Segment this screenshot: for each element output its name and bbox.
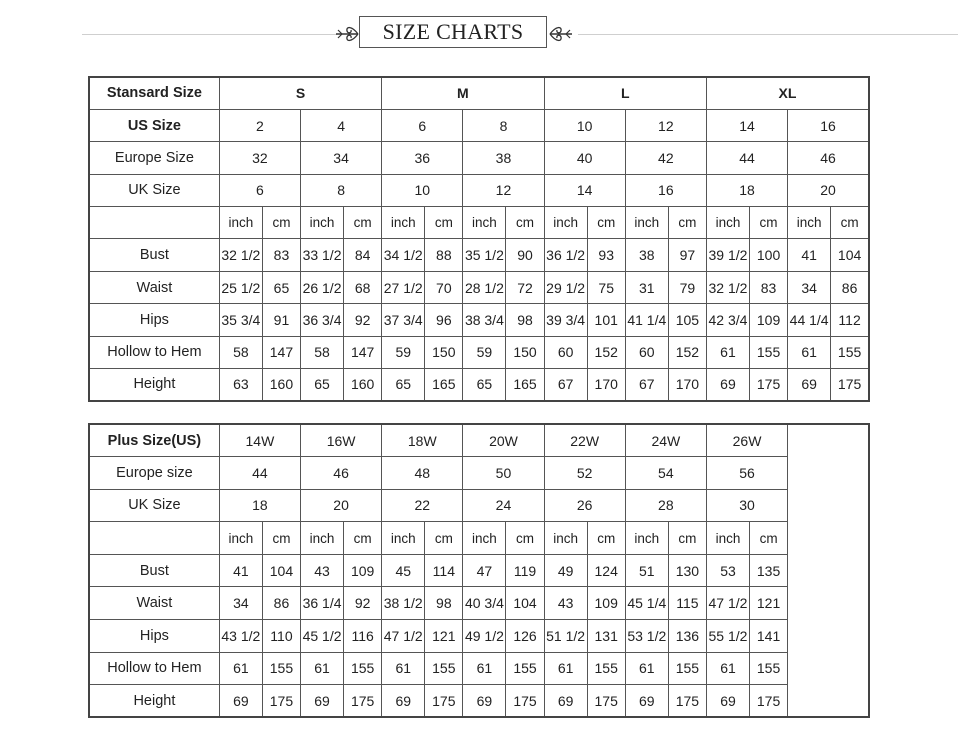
measurement-value: 45 1/4 — [625, 587, 668, 620]
measurement-value: 49 — [544, 554, 587, 587]
measurement-value: 130 — [668, 554, 706, 587]
unit-inch: inch — [706, 522, 749, 555]
measurement-value: 155 — [750, 652, 788, 685]
measurement-value: 34 — [219, 587, 262, 620]
unit-inch: inch — [463, 207, 506, 239]
measurement-value: 47 — [463, 554, 506, 587]
measurement-value: 61 — [544, 652, 587, 685]
size-cell: 14 — [706, 109, 787, 141]
measurement-value: 155 — [344, 652, 382, 685]
measurement-value: 39 1/2 — [706, 239, 749, 271]
row-label: UK Size — [89, 174, 219, 206]
unit-cm: cm — [587, 522, 625, 555]
measurement-value: 69 — [706, 685, 749, 718]
measurement-value: 96 — [425, 304, 463, 336]
unit-cm: cm — [587, 207, 625, 239]
size-cell: 12 — [625, 109, 706, 141]
measurement-value: 53 — [706, 554, 749, 587]
measurement-value: 155 — [262, 652, 300, 685]
unit-inch: inch — [382, 522, 425, 555]
measurement-value: 104 — [506, 587, 544, 620]
unit-cm: cm — [668, 207, 706, 239]
measurement-value: 147 — [262, 336, 300, 368]
measurement-value: 59 — [463, 336, 506, 368]
row-label: Europe Size — [89, 142, 219, 174]
measurement-value: 69 — [219, 685, 262, 718]
measurement-value: 36 1/4 — [301, 587, 344, 620]
measurement-value: 61 — [625, 652, 668, 685]
measurement-value: 104 — [831, 239, 869, 271]
unit-cm: cm — [425, 207, 463, 239]
measurement-label: Bust — [89, 239, 219, 271]
measurement-value: 110 — [262, 620, 300, 653]
measurement-row — [89, 336, 869, 368]
measurement-value: 69 — [301, 685, 344, 718]
measurement-value: 41 — [788, 239, 831, 271]
unit-cm: cm — [344, 207, 382, 239]
measurement-value: 175 — [262, 685, 300, 718]
measurement-value: 47 1/2 — [382, 620, 425, 653]
measurement-value: 116 — [344, 620, 382, 653]
measurement-value: 35 3/4 — [219, 304, 262, 336]
size-cell: 2 — [219, 109, 300, 141]
measurement-value: 61 — [382, 652, 425, 685]
empty-column — [788, 685, 869, 718]
size-cell: 24 — [463, 489, 544, 522]
measurement-value: 101 — [587, 304, 625, 336]
measurement-value: 61 — [706, 652, 749, 685]
measurement-value: 155 — [668, 652, 706, 685]
size-group-header: M — [382, 77, 544, 109]
measurement-value: 121 — [425, 620, 463, 653]
measurement-label: Hollow to Hem — [89, 336, 219, 368]
measurement-row — [89, 587, 869, 620]
measurement-value: 119 — [506, 554, 544, 587]
unit-cm: cm — [831, 207, 869, 239]
size-cell: 40 — [544, 142, 625, 174]
plus-size-header: 16W — [301, 424, 382, 457]
size-cell: 8 — [300, 174, 381, 206]
uk-size-row — [89, 174, 869, 206]
measurement-value: 112 — [831, 304, 869, 336]
measurement-value: 83 — [262, 239, 300, 271]
measurement-value: 69 — [544, 685, 587, 718]
empty-column — [788, 457, 869, 490]
size-cell: 16 — [788, 109, 869, 141]
size-cell: 50 — [463, 457, 544, 490]
size-cell: 48 — [382, 457, 463, 490]
size-cell: 6 — [219, 174, 300, 206]
measurement-value: 121 — [750, 587, 788, 620]
measurement-value: 147 — [344, 336, 382, 368]
unit-cm: cm — [506, 207, 544, 239]
measurement-row — [89, 239, 869, 271]
uk-size-row — [89, 489, 869, 522]
measurement-value: 44 1/4 — [788, 304, 831, 336]
size-cell: 38 — [463, 142, 544, 174]
measurement-value: 155 — [506, 652, 544, 685]
size-cell: 42 — [625, 142, 706, 174]
measurement-value: 34 1/2 — [382, 239, 425, 271]
measurement-value: 61 — [219, 652, 262, 685]
measurement-label: Bust — [89, 554, 219, 587]
measurement-value: 34 — [788, 271, 831, 303]
measurement-value: 63 — [219, 369, 262, 401]
measurement-value: 91 — [262, 304, 300, 336]
size-cell: 14 — [544, 174, 625, 206]
measurement-label: Waist — [89, 271, 219, 303]
size-cell: 10 — [544, 109, 625, 141]
empty-column — [788, 620, 869, 653]
measurement-value: 61 — [706, 336, 749, 368]
measurement-value: 37 3/4 — [382, 304, 425, 336]
row-label: US Size — [89, 109, 219, 141]
header-divider-right — [578, 34, 958, 35]
empty-column — [788, 489, 869, 522]
measurement-value: 32 1/2 — [706, 271, 749, 303]
measurement-value: 86 — [262, 587, 300, 620]
measurement-value: 72 — [506, 271, 544, 303]
measurement-value: 88 — [425, 239, 463, 271]
measurement-value: 29 1/2 — [544, 271, 587, 303]
measurement-value: 42 3/4 — [706, 304, 749, 336]
size-cell: 22 — [382, 489, 463, 522]
empty-column — [788, 652, 869, 685]
measurement-row — [89, 554, 869, 587]
measurement-value: 152 — [668, 336, 706, 368]
measurement-value: 33 1/2 — [300, 239, 343, 271]
measurement-value: 155 — [425, 652, 463, 685]
measurement-value: 175 — [587, 685, 625, 718]
size-cell: 16 — [625, 174, 706, 206]
measurement-row — [89, 369, 869, 401]
size-cell: 18 — [706, 174, 787, 206]
measurement-value: 68 — [344, 271, 382, 303]
unit-cm: cm — [344, 522, 382, 555]
plus-size-header: 20W — [463, 424, 544, 457]
row-label: Europe size — [89, 457, 219, 490]
measurement-value: 43 1/2 — [219, 620, 262, 653]
size-cell: 46 — [788, 142, 869, 174]
europe-size-row — [89, 142, 869, 174]
measurement-value: 67 — [625, 369, 668, 401]
measurement-value: 36 1/2 — [544, 239, 587, 271]
size-group-header: XL — [706, 77, 869, 109]
measurement-row — [89, 685, 869, 718]
measurement-value: 175 — [506, 685, 544, 718]
measurement-value: 114 — [425, 554, 463, 587]
unit-cm: cm — [262, 207, 300, 239]
measurement-value: 75 — [587, 271, 625, 303]
measurement-value: 160 — [262, 369, 300, 401]
measurement-value: 39 3/4 — [544, 304, 587, 336]
measurement-value: 61 — [788, 336, 831, 368]
size-cell: 46 — [301, 457, 382, 490]
measurement-value: 38 — [625, 239, 668, 271]
measurement-label: Waist — [89, 587, 219, 620]
header-divider-left — [82, 34, 337, 35]
size-cell: 54 — [625, 457, 706, 490]
unit-row — [89, 207, 869, 239]
unit-inch: inch — [544, 522, 587, 555]
measurement-value: 98 — [425, 587, 463, 620]
measurement-value: 69 — [625, 685, 668, 718]
measurement-value: 150 — [506, 336, 544, 368]
measurement-value: 170 — [668, 369, 706, 401]
measurement-value: 53 1/2 — [625, 620, 668, 653]
measurement-value: 83 — [750, 271, 788, 303]
unit-cm: cm — [750, 522, 788, 555]
size-group-row — [89, 77, 869, 109]
measurement-value: 47 1/2 — [706, 587, 749, 620]
size-cell: 8 — [463, 109, 544, 141]
size-cell: 32 — [219, 142, 300, 174]
size-cell: 18 — [219, 489, 300, 522]
measurement-value: 61 — [301, 652, 344, 685]
measurement-value: 109 — [750, 304, 788, 336]
measurement-value: 79 — [668, 271, 706, 303]
measurement-value: 175 — [831, 369, 869, 401]
measurement-value: 155 — [587, 652, 625, 685]
measurement-value: 135 — [750, 554, 788, 587]
measurement-value: 115 — [668, 587, 706, 620]
measurement-value: 65 — [382, 369, 425, 401]
standard-size-label: Stansard Size — [89, 77, 219, 109]
unit-inch: inch — [625, 207, 668, 239]
measurement-value: 165 — [425, 369, 463, 401]
measurement-value: 59 — [382, 336, 425, 368]
plus-size-row — [89, 424, 869, 457]
us-size-row — [89, 109, 869, 141]
unit-label-blank — [89, 207, 219, 239]
measurement-value: 155 — [750, 336, 788, 368]
standard-size-table — [88, 76, 870, 402]
measurement-value: 124 — [587, 554, 625, 587]
measurement-value: 65 — [262, 271, 300, 303]
measurement-value: 43 — [301, 554, 344, 587]
size-cell: 20 — [301, 489, 382, 522]
measurement-value: 90 — [506, 239, 544, 271]
measurement-value: 131 — [587, 620, 625, 653]
unit-inch: inch — [706, 207, 749, 239]
measurement-value: 60 — [544, 336, 587, 368]
measurement-value: 160 — [344, 369, 382, 401]
measurement-value: 155 — [831, 336, 869, 368]
measurement-value: 69 — [382, 685, 425, 718]
unit-label-blank — [89, 522, 219, 555]
measurement-value: 38 3/4 — [463, 304, 506, 336]
size-cell: 12 — [463, 174, 544, 206]
measurement-value: 25 1/2 — [219, 271, 262, 303]
measurement-value: 84 — [344, 239, 382, 271]
measurement-row — [89, 304, 869, 336]
empty-column — [788, 554, 869, 587]
unit-cm: cm — [750, 207, 788, 239]
size-cell: 34 — [300, 142, 381, 174]
measurement-value: 35 1/2 — [463, 239, 506, 271]
unit-inch: inch — [788, 207, 831, 239]
measurement-value: 60 — [625, 336, 668, 368]
measurement-value: 70 — [425, 271, 463, 303]
unit-inch: inch — [382, 207, 425, 239]
row-label: UK Size — [89, 489, 219, 522]
plus-size-header: 18W — [382, 424, 463, 457]
measurement-value: 61 — [463, 652, 506, 685]
unit-inch: inch — [219, 207, 262, 239]
unit-inch: inch — [300, 207, 343, 239]
measurement-value: 27 1/2 — [382, 271, 425, 303]
measurement-value: 175 — [750, 369, 788, 401]
measurement-value: 65 — [463, 369, 506, 401]
size-group-header: L — [544, 77, 706, 109]
unit-inch: inch — [463, 522, 506, 555]
measurement-value: 45 — [382, 554, 425, 587]
measurement-value: 100 — [750, 239, 788, 271]
measurement-value: 67 — [544, 369, 587, 401]
measurement-label: Hips — [89, 304, 219, 336]
size-cell: 52 — [544, 457, 625, 490]
measurement-value: 32 1/2 — [219, 239, 262, 271]
empty-column — [788, 522, 869, 555]
measurement-value: 175 — [668, 685, 706, 718]
measurement-value: 92 — [344, 587, 382, 620]
measurement-value: 41 — [219, 554, 262, 587]
measurement-value: 175 — [750, 685, 788, 718]
ornament-left-icon — [334, 23, 360, 45]
measurement-value: 141 — [750, 620, 788, 653]
measurement-value: 41 1/4 — [625, 304, 668, 336]
measurement-value: 69 — [463, 685, 506, 718]
measurement-value: 126 — [506, 620, 544, 653]
unit-inch: inch — [625, 522, 668, 555]
empty-column — [788, 424, 869, 457]
measurement-value: 58 — [219, 336, 262, 368]
unit-cm: cm — [668, 522, 706, 555]
measurement-label: Hollow to Hem — [89, 652, 219, 685]
size-cell: 10 — [382, 174, 463, 206]
measurement-value: 45 1/2 — [301, 620, 344, 653]
measurement-value: 98 — [506, 304, 544, 336]
plus-size-header: 24W — [625, 424, 706, 457]
measurement-value: 109 — [587, 587, 625, 620]
unit-cm: cm — [506, 522, 544, 555]
measurement-value: 40 3/4 — [463, 587, 506, 620]
measurement-value: 97 — [668, 239, 706, 271]
measurement-row — [89, 620, 869, 653]
size-cell: 28 — [625, 489, 706, 522]
measurement-value: 51 1/2 — [544, 620, 587, 653]
plus-size-header: 14W — [219, 424, 300, 457]
unit-inch: inch — [301, 522, 344, 555]
size-cell: 26 — [544, 489, 625, 522]
size-group-header: S — [219, 77, 381, 109]
measurement-value: 43 — [544, 587, 587, 620]
measurement-value: 105 — [668, 304, 706, 336]
measurement-row — [89, 652, 869, 685]
size-cell: 36 — [382, 142, 463, 174]
size-cell: 44 — [706, 142, 787, 174]
measurement-value: 49 1/2 — [463, 620, 506, 653]
measurement-value: 36 3/4 — [300, 304, 343, 336]
measurement-value: 165 — [506, 369, 544, 401]
measurement-value: 175 — [425, 685, 463, 718]
measurement-value: 69 — [788, 369, 831, 401]
measurement-value: 104 — [262, 554, 300, 587]
europe-size-row — [89, 457, 869, 490]
measurement-row — [89, 271, 869, 303]
measurement-value: 65 — [300, 369, 343, 401]
size-cell: 4 — [300, 109, 381, 141]
measurement-value: 26 1/2 — [300, 271, 343, 303]
measurement-value: 38 1/2 — [382, 587, 425, 620]
measurement-value: 175 — [344, 685, 382, 718]
size-cell: 44 — [219, 457, 300, 490]
plus-size-label: Plus Size(US) — [89, 424, 219, 457]
unit-inch: inch — [219, 522, 262, 555]
measurement-label: Height — [89, 369, 219, 401]
unit-cm: cm — [425, 522, 463, 555]
size-cell: 6 — [382, 109, 463, 141]
measurement-value: 92 — [344, 304, 382, 336]
empty-column — [788, 587, 869, 620]
plus-size-table — [88, 423, 870, 718]
unit-inch: inch — [544, 207, 587, 239]
measurement-value: 150 — [425, 336, 463, 368]
unit-cm: cm — [262, 522, 300, 555]
measurement-value: 69 — [706, 369, 749, 401]
measurement-value: 136 — [668, 620, 706, 653]
measurement-label: Height — [89, 685, 219, 718]
size-cell: 20 — [788, 174, 869, 206]
unit-row — [89, 522, 869, 555]
measurement-value: 152 — [587, 336, 625, 368]
page-title: SIZE CHARTS — [359, 16, 547, 48]
measurement-value: 31 — [625, 271, 668, 303]
measurement-value: 28 1/2 — [463, 271, 506, 303]
measurement-value: 170 — [587, 369, 625, 401]
measurement-value: 93 — [587, 239, 625, 271]
size-cell: 56 — [706, 457, 787, 490]
plus-size-header: 26W — [706, 424, 787, 457]
size-cell: 30 — [706, 489, 787, 522]
measurement-value: 86 — [831, 271, 869, 303]
measurement-value: 55 1/2 — [706, 620, 749, 653]
ornament-right-icon — [548, 23, 574, 45]
measurement-value: 58 — [300, 336, 343, 368]
measurement-value: 109 — [344, 554, 382, 587]
plus-size-header: 22W — [544, 424, 625, 457]
measurement-label: Hips — [89, 620, 219, 653]
measurement-value: 51 — [625, 554, 668, 587]
